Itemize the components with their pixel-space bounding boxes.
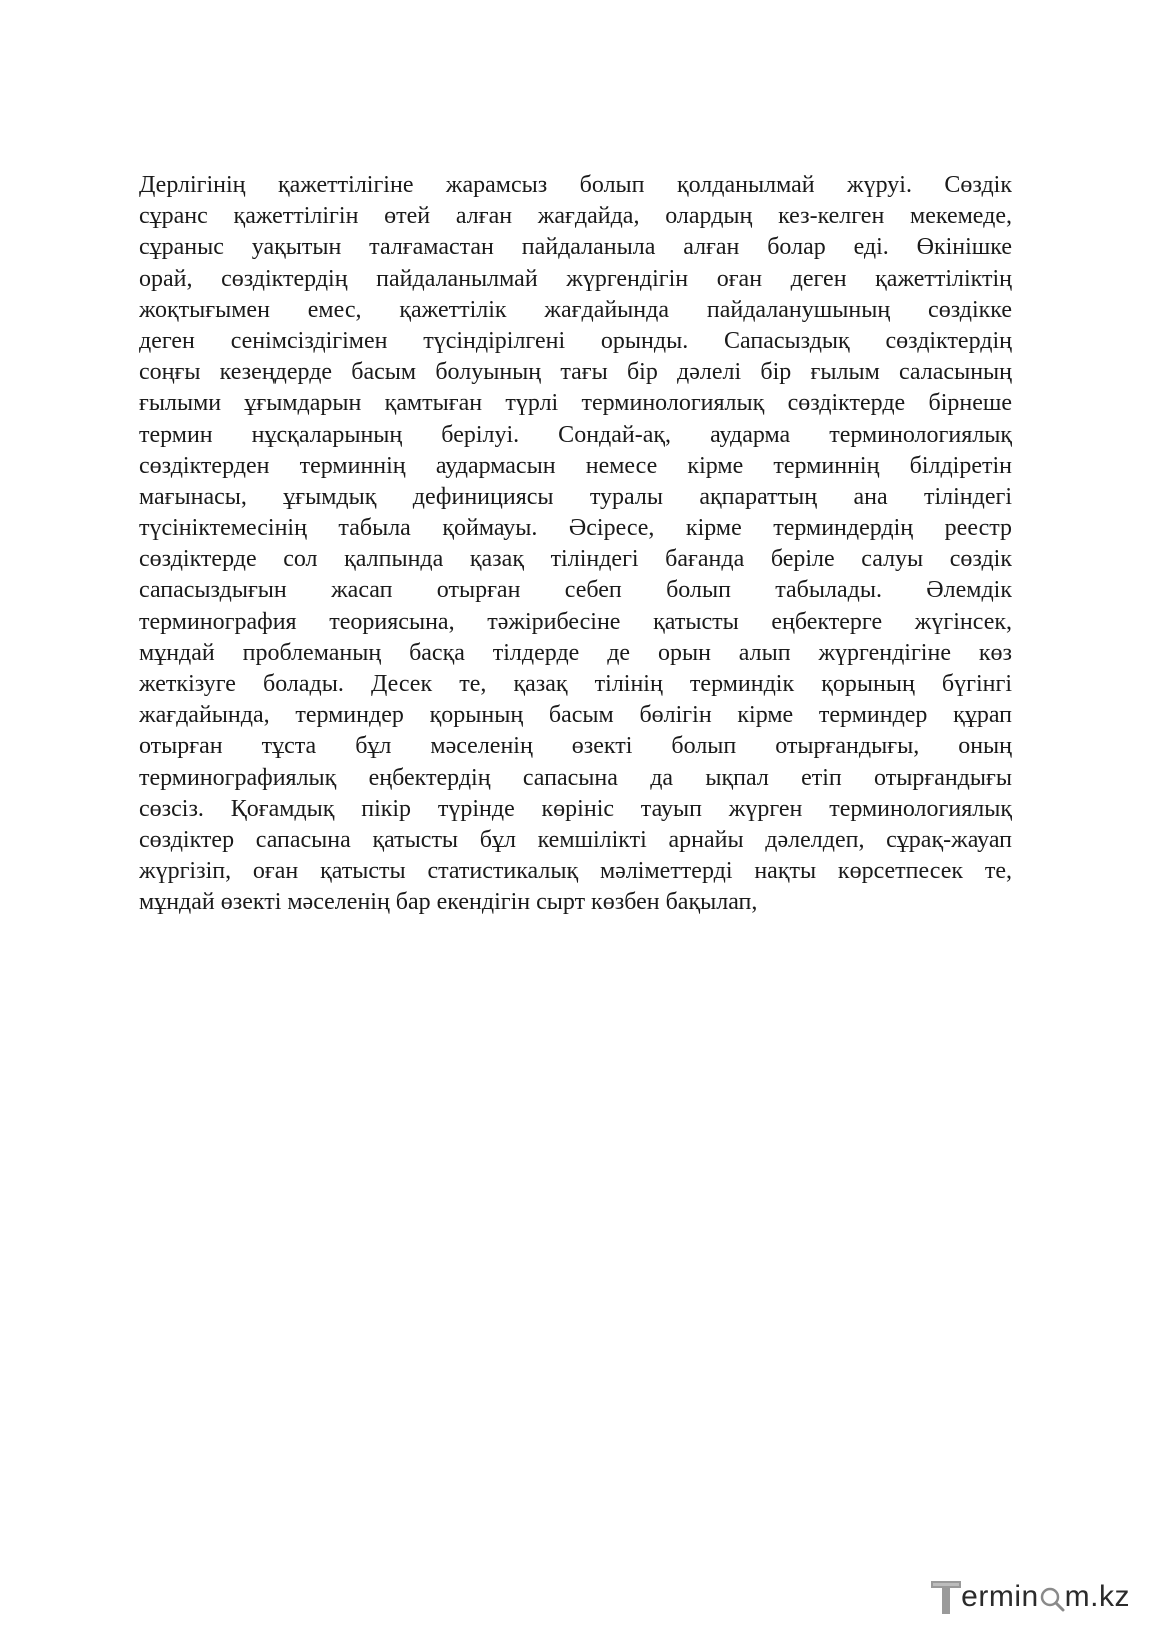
t-letter-logo-icon xyxy=(931,1577,961,1617)
paragraph-line-19: отырған тұста бұл мәселенің өзекті болып отырғандығы, оның xyxy=(139,733,1012,760)
paragraph-line-20: терминографиялық еңбектердің сапасына да ықпал етіп отырғандығы xyxy=(139,764,1012,791)
paragraph-line-11: мағынасы, ұғымдық дефинициясы туралы ақпараттың ана тіліндегі xyxy=(139,483,1012,510)
paragraph-line-10: сөздіктерден терминнің аудармасын немесе кірме терминнің білдіретін xyxy=(139,452,1012,479)
paragraph-line-1: Дерлігінің қажеттілігіне жарамсыз болып қолданылмай жүруі. Сөздік xyxy=(139,172,1012,198)
paragraph-line-2: сұранс қажеттілігін өтей алған жағдайда, олардың кез-келген мекемеде, xyxy=(139,203,1012,230)
paragraph-line-24: мұндай өзекті мәселенің бар екендігін сырт көзбен бақылап, xyxy=(139,889,758,916)
body-paragraph xyxy=(139,170,1012,919)
paragraph-line-23: жүргізіп, оған қатысты статистикалық мәліметтерді нақты көрсетпесек те, xyxy=(139,858,1012,885)
paragraph-line-5: жоқтығымен емес, қажеттілік жағдайында пайдаланушының сөздікке xyxy=(139,296,1012,323)
paragraph-line-7: соңғы кезеңдерде басым болуының тағы бір дәлелі бір ғылым саласының xyxy=(139,359,1012,386)
magnifier-icon xyxy=(1039,1582,1065,1612)
paragraph-line-18: жағдайында, терминдер қорының басым бөлігін кірме терминдер құрап xyxy=(139,702,1012,729)
watermark-text-start: ermin xyxy=(961,1580,1039,1613)
paragraph-line-9: термин нұсқаларының берілуі. Сондай-ақ, аударма терминологиялық xyxy=(139,421,1012,448)
paragraph-line-21: сөзсіз. Қоғамдық пікір түрінде көрініс тауып жүрген терминологиялық xyxy=(139,795,1012,822)
paragraph-line-14: сапасыздығын жасап отырған себеп болып табылады. Әлемдік xyxy=(139,577,1012,604)
watermark-text-end: m.kz xyxy=(1064,1580,1130,1613)
paragraph-line-6: деген сенімсіздігімен түсіндірілгені орынды. Сапасыздық сөздіктердің xyxy=(139,327,1012,354)
termincom-watermark xyxy=(931,1577,1130,1617)
paragraph-line-17: жеткізуге болады. Десек те, қазақ тілінің терминдік қорының бүгінгі xyxy=(139,671,1012,697)
paragraph-line-13: сөздіктерде сол қалпында қазақ тіліндегі бағанда беріле салуы сөздік xyxy=(139,546,1012,573)
paragraph-line-8: ғылыми ұғымдарын қамтыған түрлі терминологиялық сөздіктерде бірнеше xyxy=(139,390,1012,417)
paragraph-line-4: орай, сөздіктердің пайдаланылмай жүргендігін оған деген қажеттіліктің xyxy=(139,265,1012,292)
paragraph-line-22: сөздіктер сапасына қатысты бұл кемшілікті арнайы дәлелдеп, сұрақ-жауап xyxy=(139,826,1012,853)
paragraph-line-3: сұраныс уақытын талғамастан пайдаланыла алған болар еді. Өкінішке xyxy=(139,234,1012,261)
paragraph-line-15: терминография теориясына, тәжірибесіне қатысты еңбектерге жүгінсек, xyxy=(139,608,1012,635)
paragraph-line-12: түсініктемесінің табыла қоймауы. Әсіресе, кірме терминдердің реестр xyxy=(139,515,1012,542)
paragraph-line-16: мұндай проблеманың басқа тілдерде де орын алып жүргендігіне көз xyxy=(139,639,1012,666)
